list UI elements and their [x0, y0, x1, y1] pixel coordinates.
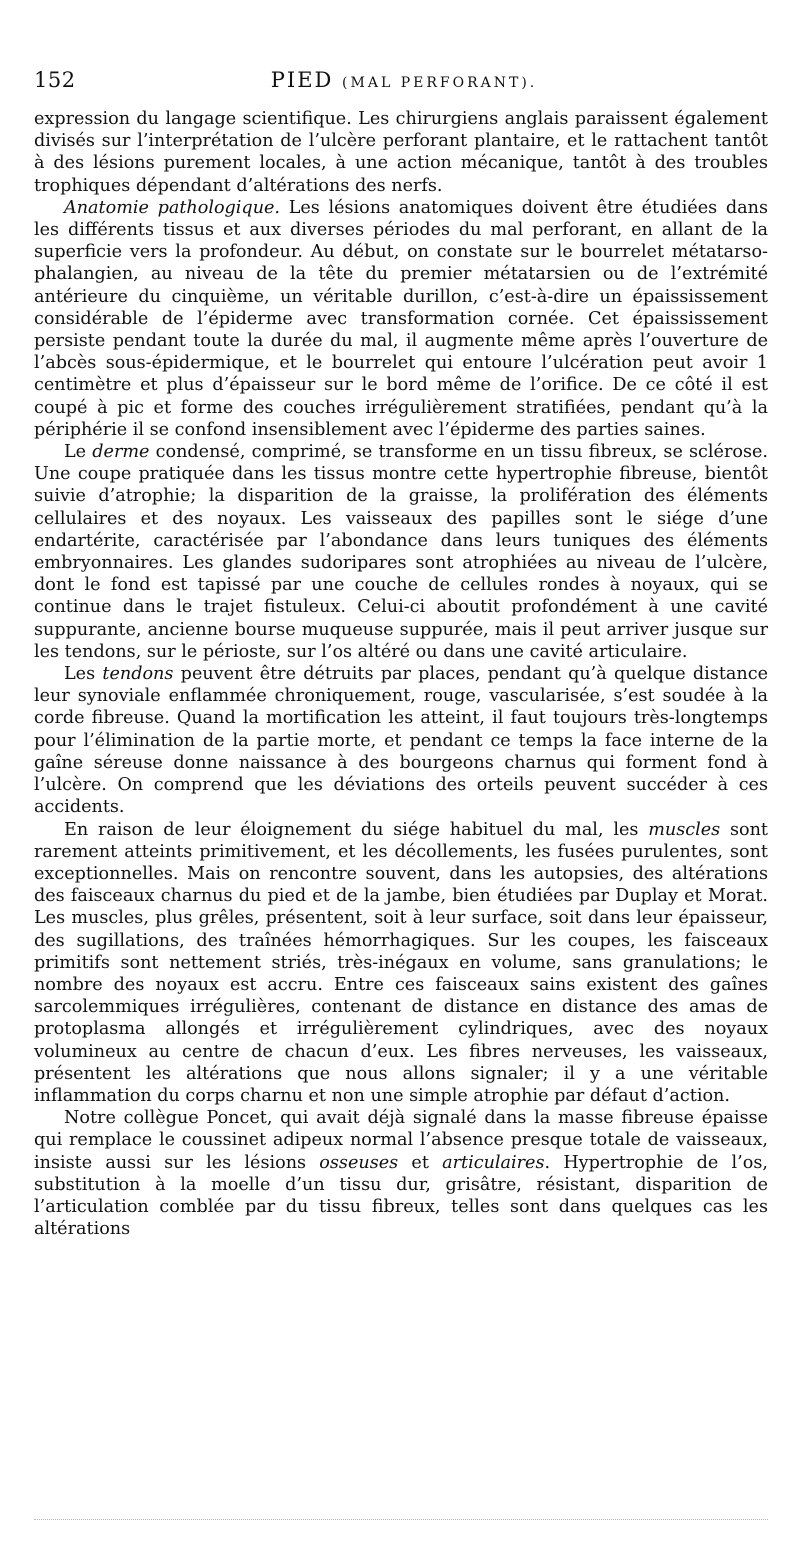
- body-text: [34, 108, 768, 1240]
- text-segment: Le: [64, 442, 93, 463]
- text-segment: En raison de leur éloignement du siége habituel du mal, les: [64, 819, 649, 840]
- running-title-main: PIED: [270, 68, 334, 92]
- emphasized-term: tendons: [102, 664, 174, 685]
- text-segment: Les: [64, 664, 103, 685]
- paragraph: [34, 663, 768, 818]
- emphasized-term: articulaires: [442, 1152, 545, 1173]
- page-number: 152: [34, 68, 76, 92]
- running-title: [34, 68, 774, 92]
- text-segment: . Hypertrophie de l’os, substitution à la moelle d’un tissu dur, grisâtre, résistant, disparition de l’articulation comblée par du tissu fibreux, telles sont dans quelques cas les altérations: [34, 1152, 768, 1240]
- emphasized-term: muscles: [648, 819, 721, 840]
- paragraph: [34, 197, 768, 441]
- text-segment: sont rarement atteints primitivement, et les décollements, les fusées purulentes, sont exceptionnelles. Mais on rencontre souvent, dans les autopsies, des altérations des faisceaux charnus du pied et de la jambe, bien étudiées par Duplay et Morat. Les muscles, plus grêles, présentent, soit à leur surface, soit dans leur épaisseur, des sugillations, des traînées hémorrhagiques. Sur les coupes, les faisceaux primitifs sont nettement striés, très-inégaux en volume, sans granulations; le nombre des noyaux est accru. Entre ces faisceaux sains existent des gaînes sarcolemmiques irrégulières, contenant de distance en distance des amas de protoplasma allongés et irrégulièrement cylindriques, avec des noyaux volumineux au centre de chacun d’eux. Les fibres nerveuses, les vaisseaux, présentent les altérations que nous allons signaler; il y a une véritable inflammation du corps charnu et non une simple atrophie par défaut d’action.: [34, 819, 768, 1106]
- paragraph: [34, 1107, 768, 1240]
- running-title-subtitle: (MAL PERFORANT).: [342, 75, 538, 91]
- paragraph: [34, 108, 768, 197]
- text-segment: expression du langage scientifique. Les chirurgiens anglais paraissent également divisés sur l’interprétation de l’ulcère perforant plantaire, et le rattachent tantôt à des lésions purement locales, à une action mécanique, tantôt à des troubles trophiques dépendant d’altérations des nerfs.: [34, 109, 768, 196]
- page-header: [34, 68, 774, 102]
- paragraph: [34, 819, 768, 1108]
- text-segment: Les lésions anatomiques doivent être étudiées dans les différents tissus et aux diverses périodes du mal perforant, en allant de la superficie vers la profondeur. Au début, on constate sur le bourrelet métatarso-phalangien, au niveau de la tête du premier métatarsien ou de l’extrémité antérieure du cinquième, un véritable durillon, c’est-à-dire un épaississement considérable de l’épiderme avec transformation cornée. Cet épaississement persiste pendant toute la durée du mal, il augmente même après l’ouverture de l’abcès sous-épidermique, et le bourrelet qui entoure l’ulcération peut avoir 1 centimètre et plus d’épaisseur sur le bord même de l’orifice. De ce côté il est coupé à pic et forme des couches irrégulièrement stratifiées, pendant qu’à la périphérie il se confond insensiblement avec l’épiderme des parties saines.: [34, 197, 768, 440]
- text-segment: peuvent être détruits par places, pendant qu’à quelque distance leur synoviale enflammée chroniquement, rouge, vascularisée, s’est soudée à la corde fibreuse. Quand la mortification les atteint, il faut toujours très-longtemps pour l’élimination de la partie morte, et pendant ce temps la face interne de la gaîne séreuse donne naissance à des bourgeons charnus qui forment fond à l’ulcère. On comprend que les déviations des orteils peuvent succéder à ces accidents.: [34, 664, 768, 818]
- emphasized-term: osseuses: [319, 1152, 399, 1173]
- text-segment: et: [398, 1152, 443, 1173]
- text-segment: condensé, comprimé, se transforme en un tissu fibreux, se sclérose. Une coupe pratiquée dans les tissus montre cette hypertrophie fibreuse, bientôt suivie d’atrophie; la disparition de la graisse, la prolifération des éléments cellulaires et des noyaux. Les vaisseaux des papilles sont le siége d’une endartérite, caractérisée par l’abondance dans leurs tuniques des éléments embryonnaires. Les glandes sudoripares sont atrophiées au niveau de l’ulcère, dont le fond est tapissé par une couche de cellules rondes à noyaux, qui se continue dans le trajet fistuleux. Celui-ci aboutit profondément à une cavité suppurante, ancienne bourse muqueuse suppurée, mais il peut arriver jusque sur les tendons, sur le périoste, sur l’os altéré ou dans une cavité articulaire.: [34, 442, 768, 662]
- section-heading: Anatomie pathologique.: [64, 197, 281, 218]
- text-segment: Notre collègue Poncet, qui avait déjà signalé dans la masse fibreuse épaisse qui remplace le coussinet adipeux normal l’absence presque totale de vaisseaux, insiste aussi sur les lésions: [34, 1108, 768, 1173]
- paragraph: [34, 441, 768, 663]
- footer-dotted-rule: [34, 1519, 768, 1520]
- emphasized-term: derme: [92, 442, 150, 463]
